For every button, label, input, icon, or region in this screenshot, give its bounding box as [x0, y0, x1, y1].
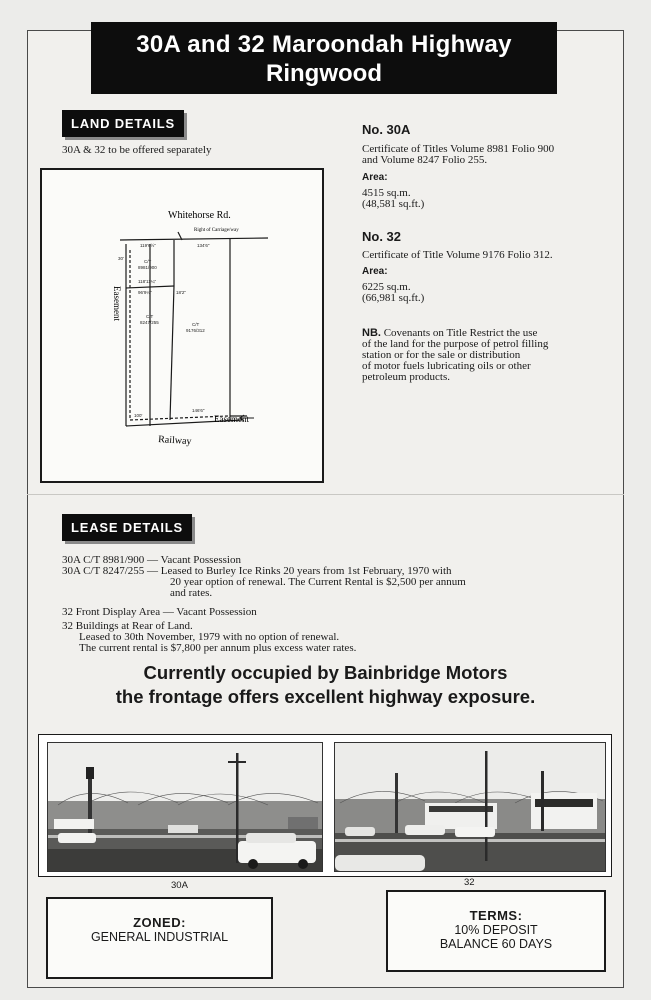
- lot-30a-cert-2: and Volume 8247 Folio 255.: [362, 154, 488, 166]
- slogan-line-2: the frontage offers excellent highway exposure.: [115, 686, 536, 707]
- plan-row-label: Right of Carriage/way: [194, 228, 239, 233]
- nb-line-2: of the land for the purpose of petrol filling: [362, 338, 549, 350]
- lease-line-c1: 32 Buildings at Rear of Land.: [62, 620, 193, 632]
- zoned-value: GENERAL INDUSTRIAL: [90, 930, 229, 944]
- nb-line-3: station or for the sale or distribution: [362, 349, 521, 361]
- plan-dim-3: 118'11¼": [138, 279, 157, 284]
- terms-heading: TERMS:: [469, 908, 523, 923]
- zoned-box: [46, 897, 273, 979]
- slogan-line-1: Currently occupied by Bainbridge Motors: [143, 662, 508, 683]
- nb-line-4: of motor fuels lubricating oils or other: [362, 360, 531, 372]
- plan-road-label: Whitehorse Rd.: [168, 210, 231, 221]
- lot-30a-area-label: Area:: [362, 172, 388, 183]
- lease-line-a2: 30A C/T 8247/255 — Leased to Burley Ice Rinks 20 years from 1st February, 1970 with: [62, 565, 452, 577]
- lease-line-a4: and rates.: [170, 587, 213, 599]
- lease-line-c2: Leased to 30th November, 1979 with no option of renewal.: [79, 631, 340, 643]
- terms-deposit: 10% DEPOSIT: [454, 923, 538, 937]
- nb-text-1: Covenants on Title Restrict the use: [383, 327, 538, 339]
- photo-30a-caption: 30A: [171, 880, 188, 891]
- photo-strip: [38, 734, 612, 877]
- photo-30a-image: [48, 743, 322, 871]
- plan-railway-label: Railway: [157, 434, 192, 448]
- plan-easement-bottom: Easement: [214, 414, 249, 424]
- site-plan: [40, 168, 324, 483]
- lease-line-c3: The current rental is $7,800 per annum plus excess water rates.: [79, 642, 357, 654]
- land-details-heading: LAND DETAILS: [62, 110, 184, 137]
- zoned-heading: ZONED:: [133, 915, 186, 930]
- lease-line-a3: 20 year option of renewal. The Current Rental is $2,500 per annum: [170, 576, 466, 588]
- photo-32-image: [335, 743, 605, 871]
- title-line-2: Ringwood: [266, 60, 382, 87]
- photo-30a: [47, 742, 323, 872]
- lot-30a-cert: Certificate of Titles Volume 8981 Folio 900: [362, 143, 555, 155]
- terms-box: [386, 890, 606, 972]
- slogan: [40, 661, 611, 709]
- lot-30a-area-sqft: (48,581 sq.ft.): [362, 198, 425, 210]
- lot-30a-area-sqm: 4515 sq.m.: [362, 187, 411, 199]
- plan-dim-5: 18'2": [176, 290, 186, 295]
- lot-32-cert: Certificate of Title Volume 9176 Folio 312.: [362, 249, 553, 261]
- fold-line: [27, 494, 624, 495]
- lot-32-area-sqm: 6225 sq.m.: [362, 281, 411, 293]
- land-note: 30A & 32 to be offered separately: [62, 144, 212, 156]
- lot-30a-heading: No. 30A: [362, 122, 411, 137]
- title-banner: [91, 22, 557, 94]
- plan-lot3: C/T: [192, 322, 200, 327]
- plan-dim-8: 30': [118, 256, 124, 261]
- plan-easement-left: Easement: [112, 286, 122, 321]
- plan-dim-7: 146'6": [192, 408, 205, 413]
- plan-lot3b: 9176/312: [186, 328, 205, 333]
- photo-32-caption: 32: [464, 877, 475, 888]
- nb-line-5: petroleum products.: [362, 371, 450, 383]
- plan-lot2b: 8247/255: [140, 320, 159, 325]
- lease-line-a1: 30A C/T 8981/900 — Vacant Possession: [62, 554, 241, 566]
- terms-balance: BALANCE 60 DAYS: [439, 937, 553, 951]
- plan-lot2: C/T: [146, 314, 154, 319]
- photo-32: [334, 742, 606, 872]
- title-line-1: 30A and 32 Maroondah Highway: [136, 31, 512, 58]
- plan-dim-1: 119'6½": [140, 243, 156, 248]
- lot-32-area-label: Area:: [362, 266, 388, 277]
- plan-lot1: C/T: [144, 259, 152, 264]
- plan-dim-6: 100': [134, 413, 143, 418]
- plan-dim-4: 96'9¼": [138, 290, 152, 295]
- lease-details-heading: LEASE DETAILS: [62, 514, 192, 541]
- nb-label: NB.: [362, 327, 381, 339]
- plan-dim-2: 134'6": [197, 243, 210, 248]
- site-plan-drawing: [42, 170, 326, 485]
- plan-lot1b: 8981/900: [138, 265, 157, 270]
- lot-32-heading: No. 32: [362, 229, 402, 244]
- lot-32-area-sqft: (66,981 sq.ft.): [362, 292, 425, 304]
- lease-line-b1: 32 Front Display Area — Vacant Possession: [62, 606, 257, 618]
